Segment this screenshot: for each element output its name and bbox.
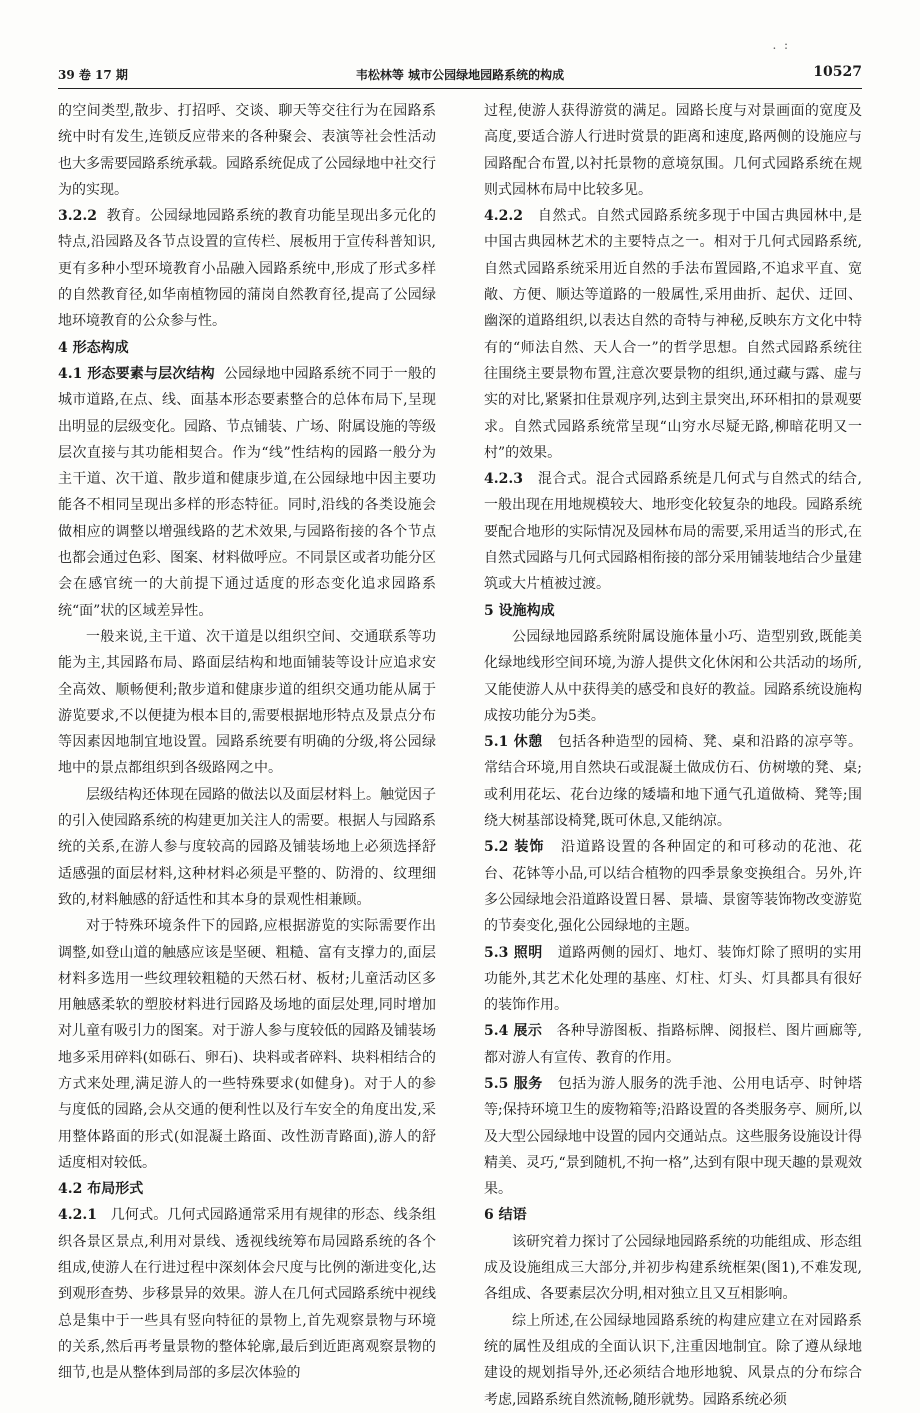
section-number: 3.2.2	[58, 208, 97, 225]
section-text: 公园绿地园路系统的教育功能呈现出多元化的特点,沿园路及各节点设置的宣传栏、展板用于宣传科普知识,更有多种小型环境教育小品融入园路系统中,形成了形式多样的自然教育径,如华南植物园的蒲岗自然教育径,提高了公园绿地环境教育的公众参与性。	[58, 208, 436, 330]
paragraph: 层级结构还体现在园路的做法以及面层材料上。触觉因子的引入使园路系统的构建更加关注人的需要。根据人与园路系统的关系,在游人参与度较高的园路及铺装场地上必须选择舒适感强的面层材料,这种材料必须是平整的、防滑的、纹理细致的,材料触感的舒适性和其本身的景观性相兼顾。	[58, 786, 436, 908]
right-column	[484, 98, 863, 1408]
volume-issue: 39 卷 17 期	[58, 68, 128, 82]
left-column	[58, 98, 436, 1382]
section-4-2-1	[58, 1202, 436, 1386]
section-text: 公园绿地中园路系统不同于一般的城市道路,在点、线、面基本形态要素整合的总体布局下,呈现出明显的层级变化。园路、节点铺装、广场、附属设施的等级层次直接与其功能相契合。作为“线”性结构的园路一般分为主干道、次干道、散步道和健康步道,在公园绿地中因主要功能各不相同呈现出多样的形态特征。同时,沿线的各类设施会做相应的调整以增强线路的艺术效果,与园路衔接的各个节点也都会通过色彩、图案、材料做呼应。不同景区或者功能分区会在感官统一的大前提下通过适度的形态变化追求园路系统“面”状的区域差异性。	[58, 365, 436, 619]
section-5-1	[484, 729, 862, 834]
header-rule	[58, 88, 862, 89]
section-heading: 5.2 装饰	[484, 839, 545, 856]
heading-5: 5 设施构成	[484, 602, 555, 619]
section-4-2-3	[484, 466, 862, 597]
section-5-3	[484, 940, 862, 1019]
page-number: 10527	[813, 64, 862, 80]
running-header	[58, 62, 862, 86]
paragraph: 的空间类型,散步、打招呼、交谈、聊天等交往行为在园路系统中时有发生,连锁反应带来的各种聚会、表演等社会性活动也大多需要园路系统承载。园路系统促成了公园绿地中社交行为的实现。	[58, 103, 436, 198]
section-text: 混合式。混合式园路系统是几何式与自然式的结合,一般出现在用地规模较大、地形变化较复杂的地段。园路系统要配合地形的实际情况及园林布局的需要,采用适当的形式,在自然式园路与几何式园路相衔接的部分采用铺装地结合少量建筑或大片植被过渡。	[484, 471, 862, 593]
paragraph: 综上所述,在公园绿地园路系统的构建应建立在对园路系统的属性及组成的全面认识下,注重因地制宜。除了遵从绿地建设的规划指导外,还必须结合地形地貌、风景点的分布综合考虑,园路系统自然流畅,随形就势。园路系统必须	[484, 1312, 862, 1408]
paragraph: 公园绿地园路系统附属设施体量小巧、造型别致,既能美化绿地线形空间环境,为游人提供文化休闲和公共活动的场所,又能使游人从中获得美的感受和良好的教益。园路系统设施构成按功能分为5类。	[484, 628, 862, 724]
section-4-2-2	[484, 203, 862, 466]
running-title: 韦松林等 城市公园绿地园路系统的构成	[355, 68, 565, 82]
section-number: 4.2.1	[58, 1207, 97, 1224]
section-4-1	[58, 361, 436, 624]
paragraph: 该研究着力探讨了公园绿地园路系统的功能组成、形态组成及设施组成三大部分,并初步构建系统框架(图1),不难发现,各组成、各要素层次分明,相对独立且又互相影响。	[484, 1233, 862, 1303]
section-heading: 5.4 展示	[484, 1023, 543, 1040]
section-5-5	[484, 1071, 862, 1202]
paragraph: 过程,使游人获得游赏的满足。园路长度与对景画面的宽度及高度,要适合游人行进时赏景的距离和速度,路两侧的设施应与园路配合布置,以衬托景物的意境氛围。几何式园路系统在规则式园林布局中比较多见。	[484, 103, 862, 198]
section-text: 包括各种造型的园椅、凳、桌和沿路的凉亭等。常结合环境,用自然块石或混凝土做成仿石、仿树墩的凳、桌;或利用花坛、花台边缘的矮墙和地下通气孔道做椅、凳等;围绕大树基部设椅凳,既可休息,又能纳凉。	[484, 734, 862, 830]
section-text: 包括为游人服务的洗手池、公用电话亭、时钟塔等;保持环境卫生的废物箱等;沿路设置的各类服务亭、厕所,以及大型公园绿地中设置的园内交通站点。这些服务设施设计得精美、灵巧,“景到随机,不拘一格”,达到有限中现天趣的景观效果。	[484, 1075, 862, 1198]
section-5-2	[484, 834, 862, 939]
paragraph: 一般来说,主干道、次干道是以组织空间、交通联系等功能为主,其园路布局、路面层结构和地面铺装等设计应追求安全高效、顺畅便利;散步道和健康步道的组织交通功能从属于游览要求,不以便捷为根本目的,需要根据地形特点及景点分布等因素因地制宜地设置。园路系统要有明确的分级,将公园绿地中的景点都组织到各级路网之中。	[58, 628, 436, 777]
heading-4: 4 形态构成	[58, 339, 129, 356]
section-number: 4.2.3	[484, 471, 523, 488]
paragraph: 对于特殊环境条件下的园路,应根据游览的实际需要作出调整,如登山道的触感应该是坚硬、粗糙、富有支撑力的,面层材料多选用一些纹理较粗糙的天然石材、板材;儿童活动区多用触感柔软的塑胶材料进行园路及场地的面层处理,同时增加对儿童有吸引力的图案。对于游人参与度较低的园路及铺装场地多采用碎料(如砾石、卵石)、块料或者碎料、块料相结合的方式来处理,满足游人的一些特殊要求(如健身)。对于人的参与度低的园路,会从交通的便利性以及行车安全的角度出发,采用整体路面的形式(如混凝土路面、改性沥青路面),游人的舒适度相对较低。	[58, 918, 436, 1171]
section-title: 教育。	[106, 208, 150, 225]
section-heading: 5.1 休憩	[484, 734, 543, 751]
section-heading: 5.3 照明	[484, 944, 543, 961]
section-3-2-2	[58, 203, 436, 334]
section-text: 道路两侧的园灯、地灯、装饰灯除了照明的实用功能外,其艺术化处理的基座、灯柱、灯头、灯具都具有很好的装饰作用。	[484, 944, 862, 1014]
heading-4-2: 4.2 布局形式	[58, 1181, 144, 1198]
heading-6: 6 结语	[484, 1207, 527, 1224]
corner-mark: . :	[772, 38, 788, 52]
section-heading: 4.1 形态要素与层次结构	[58, 365, 215, 382]
section-text: 各种导游图板、指路标牌、阅报栏、图片画廊等,都对游人有宣传、教育的作用。	[484, 1023, 863, 1066]
section-5-4	[484, 1018, 862, 1071]
section-text: 沿道路设置的各种固定的和可移动的花池、花台、花钵等小品,可以结合植物的四季景象变换组合。另外,许多公园绿地会沿道路设置日晷、景墙、景窗等装饰物改变游览的节奏变化,强化公园绿地的主题。	[484, 839, 862, 935]
section-text: 几何式。几何式园路通常采用有规律的形态、线条组织各景区景点,利用对景线、透视线统筹布局园路系统的各个组成,使游人在行进过程中深刻体会尺度与比例的渐进变化,达到观形查势、步移景异的效果。游人在几何式园路系统中视线总是集中于一些具有竖向特征的景物上,首先观察景物与环境的关系,然后再考量景物的整体轮廓,最后到近距离观察景物的细节,也是从整体到局部的多层次体验的	[58, 1207, 436, 1382]
section-number: 4.2.2	[484, 208, 523, 225]
section-heading: 5.5 服务	[484, 1075, 543, 1092]
section-text: 自然式。自然式园路系统多现于中国古典园林中,是中国古典园林艺术的主要特点之一。相对于几何式园路系统,自然式园路系统采用近自然的手法布置园路,不追求平直、宽敞、方便、顺达等道路的一般属性,采用曲折、起伏、迂回、幽深的道路组织,以表达自然的奇特与神秘,反映东方文化中特有的“师法自然、天人合一”的哲学思想。自然式园路系统往往围绕主要景物布置,注意次要景物的组织,通过藏与露、虚与实的对比,紧紧扣住景观序列,达到主景突出,环环相扣的景观要求。自然式园路系统常呈现“山穷水尽疑无路,柳暗花明又一村”的效果。	[484, 208, 862, 461]
